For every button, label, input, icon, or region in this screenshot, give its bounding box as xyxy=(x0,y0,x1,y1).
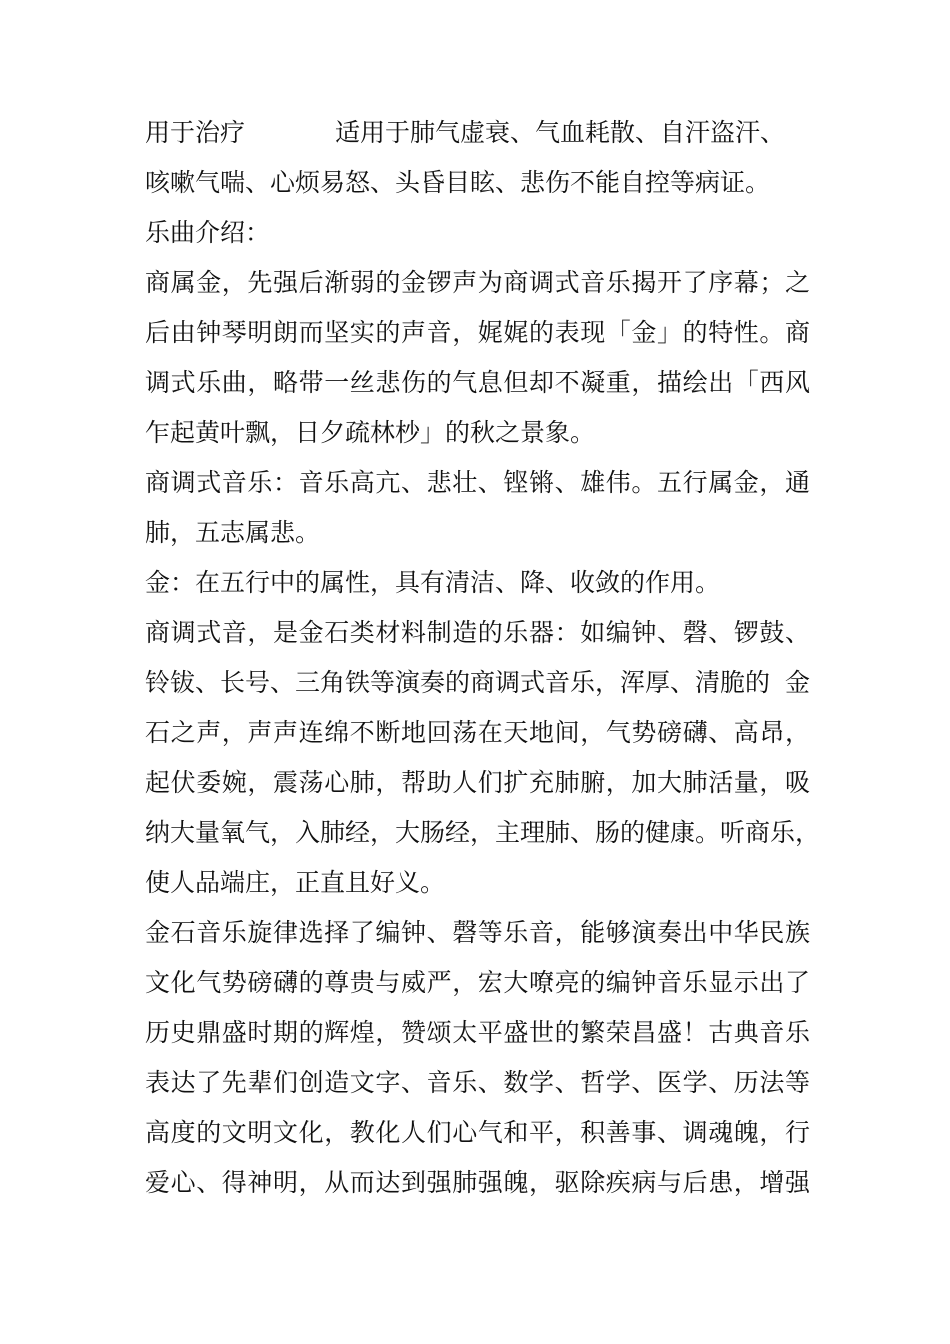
paragraph-line: 商调式音，是金石类材料制造的乐器：如编钟、磬、锣鼓、 xyxy=(145,618,810,647)
paragraph-line: 表达了先辈们创造文字、音乐、数学、哲学、医学、历法等 xyxy=(145,1068,810,1097)
text-span: 适用于肺气虚衰、气血耗散、自汗盗汗、 xyxy=(335,118,786,147)
paragraph-line: 纳大量氧气，入肺经，大肠经，主理肺、肠的健康。听商乐， xyxy=(145,818,821,847)
paragraph-line: 商属金，先强后渐弱的金锣声为商调式音乐揭开了序幕；之 xyxy=(145,268,810,297)
text-span: 铃钹、长号、三角铁等演奏的商调式音乐，浑厚、清脆的 xyxy=(145,668,771,697)
label-text: 用于治疗 xyxy=(145,118,246,147)
paragraph-line: 历史鼎盛时期的辉煌，赞颂太平盛世的繁荣昌盛！古典音乐 xyxy=(145,1018,810,1047)
paragraph-line: 石之声，声声连绵不断地回荡在天地间，气势磅礴、高昂， xyxy=(145,718,810,747)
paragraph-line xyxy=(145,108,810,158)
paragraph-line: 商调式音乐：音乐高亢、悲壮、铿锵、雄伟。五行属金，通 xyxy=(145,468,810,497)
paragraph-line: 起伏委婉，震荡心肺，帮助人们扩充肺腑，加大肺活量，吸 xyxy=(145,768,810,797)
paragraph-line: 金：在五行中的属性，具有清洁、降、收敛的作用。 xyxy=(145,568,721,597)
paragraph-line: 金石音乐旋律选择了编钟、磬等乐音，能够演奏出中华民族 xyxy=(145,918,810,947)
text-span: 金 xyxy=(784,668,810,697)
paragraph-line: 文化气势磅礴的尊贵与威严，宏大嘹亮的编钟音乐显示出了 xyxy=(145,968,810,997)
section-heading: 乐曲介绍： xyxy=(145,218,271,247)
paragraph-line: 乍起黄叶飘，日夕疏林杪」的秋之景象。 xyxy=(145,418,596,447)
paragraph-line: 调式乐曲，略带一丝悲伤的气息但却不凝重，描绘出「西风 xyxy=(145,368,810,397)
paragraph-line: 使人品端庄，正直且好义。 xyxy=(145,868,446,897)
paragraph-line: 爱心、得神明，从而达到强肺强魄，驱除疾病与后患，增强 xyxy=(145,1168,810,1197)
paragraph-line: 高度的文明文化，教化人们心气和平，积善事、调魂魄，行 xyxy=(145,1118,810,1147)
paragraph-line: 后由钟琴明朗而坚实的声音，娓娓的表现「金」的特性。商 xyxy=(145,318,810,347)
paragraph-line xyxy=(145,658,810,708)
paragraph-line: 咳嗽气喘、心烦易怒、头昏目眩、悲伤不能自控等病证。 xyxy=(145,168,771,197)
paragraph-line: 肺，五志属悲。 xyxy=(145,518,321,547)
